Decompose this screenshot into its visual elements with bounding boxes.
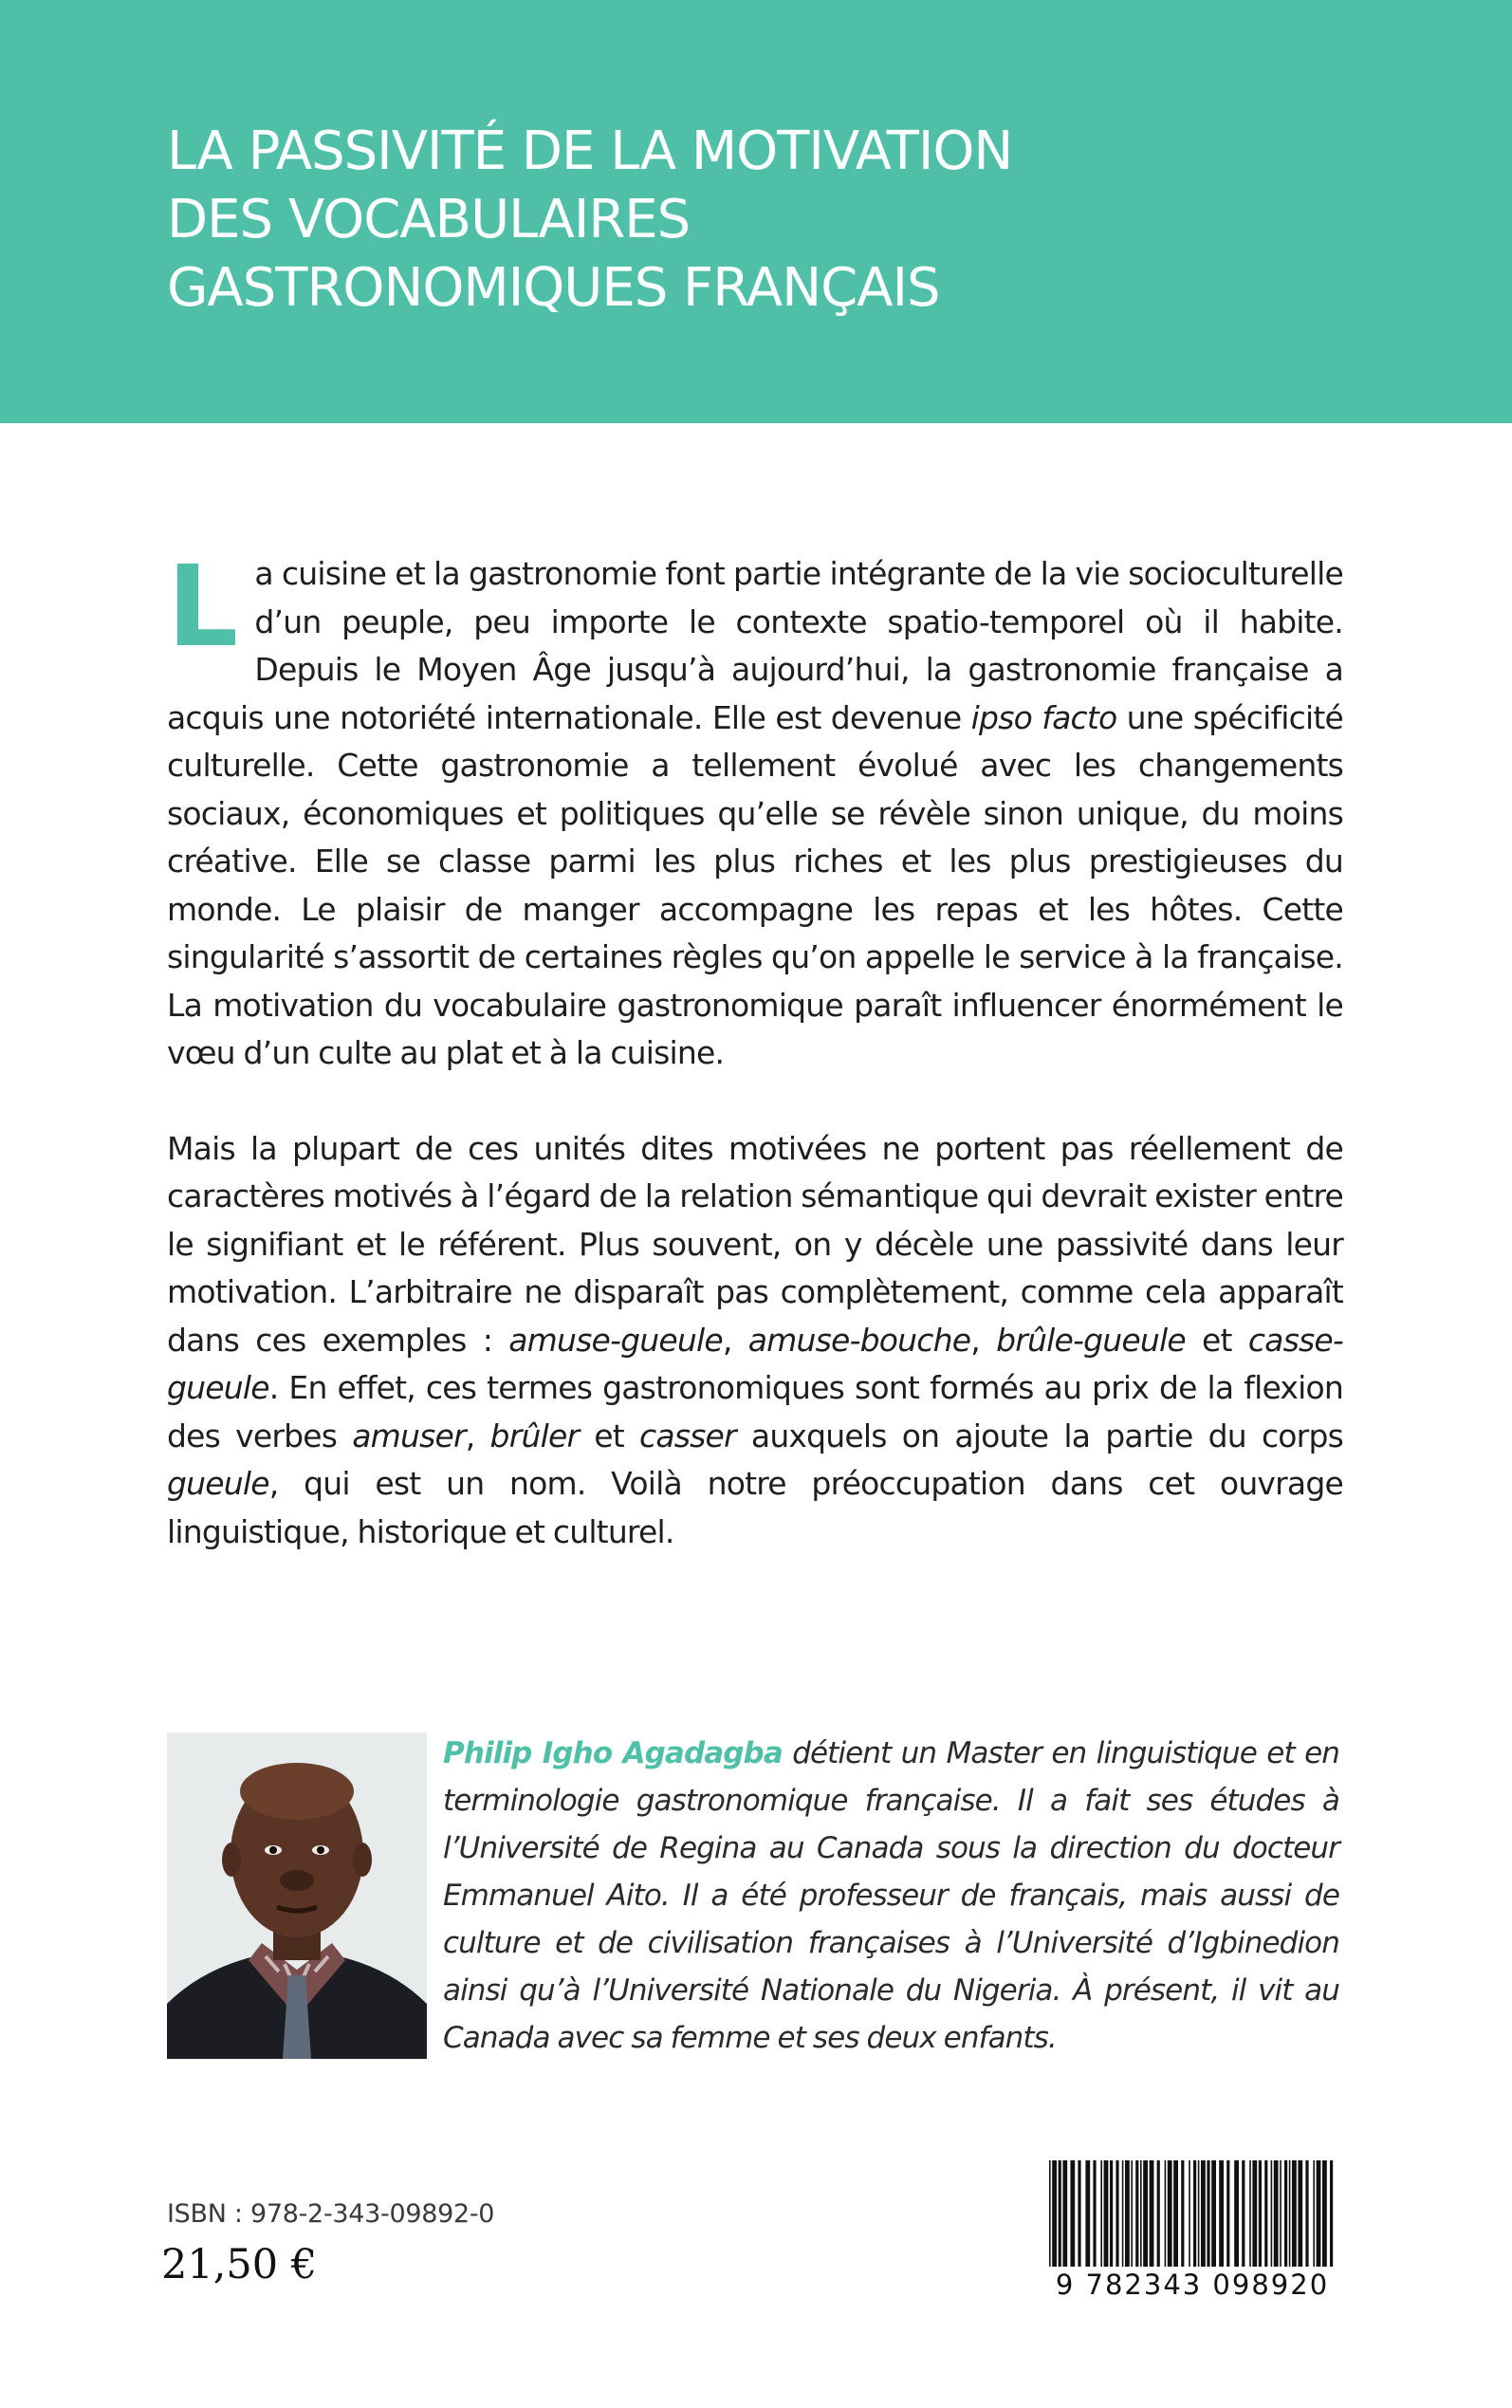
blurb-text: et [1185, 1321, 1248, 1359]
book-title-line: GASTRONOMIQUES FRANÇAIS [167, 257, 940, 319]
barcode-bar [1116, 2160, 1118, 2267]
barcode-bar [1078, 2160, 1080, 2267]
barcode [1045, 2160, 1339, 2317]
price: 21,50 € [161, 2241, 318, 2288]
blurb-text: . En effet, ces termes gastronomiques sont formés au prix de la flexion des verbes [167, 1369, 1343, 1454]
blurb-text: , qui est un nom. Voilà notre préoccupation dans cet ouvrage linguistique, historique et culturel. [167, 1465, 1343, 1550]
barcode-bar [1173, 2160, 1178, 2267]
book-blurb [167, 541, 1343, 1556]
barcode-bar [1049, 2160, 1051, 2267]
barcode-bar [1085, 2160, 1090, 2267]
author-photo [167, 1732, 427, 2059]
barcode-bar [1219, 2160, 1224, 2267]
barcode-bar [1249, 2160, 1251, 2267]
barcode-bar [1201, 2160, 1206, 2267]
blurb-text: auxquels on ajoute la partie du corps [735, 1417, 1343, 1454]
barcode-bar [1181, 2160, 1184, 2267]
isbn: ISBN : 978-2-343-09892-0 [167, 2199, 495, 2229]
barcode-bar [1104, 2160, 1109, 2267]
blurb-emphasis: brûle-gueule [996, 1321, 1186, 1359]
barcode-bar [1059, 2160, 1061, 2267]
barcode-bar [1322, 2160, 1327, 2267]
cover-header-band [0, 0, 1512, 423]
barcode-bar [1062, 2160, 1067, 2267]
blurb-text: et [579, 1417, 639, 1454]
barcode-bar [1242, 2160, 1245, 2267]
author-bio [443, 1730, 1339, 2062]
barcode-bar [1135, 2160, 1138, 2267]
barcode-bar [1317, 2160, 1321, 2267]
blurb-emphasis: amuse-bouche [747, 1321, 971, 1359]
barcode-bar [1313, 2160, 1315, 2267]
barcode-bar [1140, 2160, 1142, 2267]
blurb-emphasis: gueule [167, 1465, 269, 1502]
book-title-line: LA PASSIVITÉ DE LA MOTIVATION [167, 120, 1013, 182]
barcode-bar [1189, 2160, 1190, 2267]
barcode-bar [1070, 2160, 1075, 2267]
barcode-bar [1305, 2160, 1308, 2267]
blurb-emphasis: brûler [489, 1417, 580, 1454]
barcode-bar [1165, 2160, 1167, 2267]
blurb-emphasis: ipso facto [970, 698, 1117, 736]
blurb-text: a cuisine et la gastronomie font partie intégrante de la vie socioculturelle d’un peuple, peu importe le contexte spatio-temporel où il habite. Depuis le Moyen Âge jusqu’à aujourd’hui, la gastronomie française a acquis une notoriété internationale. Elle est devenue [167, 555, 1343, 736]
barcode-bar [1252, 2160, 1257, 2267]
book-title [167, 118, 1400, 323]
blurb-text: , [465, 1417, 490, 1454]
barcode-bar [1271, 2160, 1273, 2267]
drop-cap: L [167, 541, 238, 672]
barcode-bar [1274, 2160, 1279, 2267]
blurb-emphasis: casse-gueule [167, 1321, 1343, 1406]
author-name: Philip Igho Agadagba [443, 1736, 783, 1770]
barcode-bar [1110, 2160, 1113, 2267]
barcode-bar [1289, 2160, 1291, 2267]
blurb-text: Mais la plupart de ces unités dites motivées ne portent pas réellement de caractères motivés à l’égard de la relation sémantique qui devrait exister entre le signifiant et le référent. Plus souvent, on y décèle une passivité dans leur motivation. L’arbitraire ne disparaît pas complètement, comme cela apparaît dans ces exemples : [167, 1129, 1343, 1359]
barcode-bar [1143, 2160, 1148, 2267]
blurb-emphasis: amuser [352, 1417, 466, 1454]
barcode-bar [1052, 2160, 1057, 2267]
blurb-emphasis: amuse-gueule [508, 1321, 723, 1359]
barcode-bar [1211, 2160, 1216, 2267]
blurb-paragraph-1 [167, 541, 1343, 1078]
barcode-bar [1125, 2160, 1130, 2267]
barcode-bar [1292, 2160, 1297, 2267]
barcode-bar [1198, 2160, 1200, 2267]
barcode-bar [1150, 2160, 1154, 2267]
barcode-bar [1330, 2160, 1333, 2267]
barcode-bar [1280, 2160, 1282, 2267]
barcode-bar [1157, 2160, 1160, 2267]
barcode-bar [1122, 2160, 1124, 2267]
barcode-bar [1298, 2160, 1302, 2267]
barcode-bar [1207, 2160, 1209, 2267]
barcode-bars [1045, 2160, 1339, 2267]
blurb-text: une spécificité culturelle. Cette gastronomie a tellement évolué avec les changements sociaux, économiques et politiques qu’elle se révèle sinon unique, du moins créative. Elle se classe parmi les plus riches et les plus prestigieuses du monde. Le plaisir de manger accompagne les repas et les hôtes. Cette singularité s’assortit de certaines règles qu’on appelle le service à la française. La motivation du vocabulaire gastronomique paraît influencer énormément le vœu d’un culte au plat et à la cuisine. [167, 698, 1343, 1071]
barcode-bar [1234, 2160, 1239, 2267]
barcode-bar [1131, 2160, 1133, 2267]
barcode-bar [1093, 2160, 1096, 2267]
blurb-paragraph-2 [167, 1125, 1343, 1557]
barcode-bar [1168, 2160, 1172, 2267]
barcode-bar [1100, 2160, 1102, 2267]
barcode-bar [1226, 2160, 1229, 2267]
blurb-text: , [970, 1321, 997, 1359]
barcode-digits: 9 782343 098920 [1055, 2269, 1330, 2301]
blurb-emphasis: casser [639, 1417, 736, 1454]
barcode-bar [1193, 2160, 1196, 2267]
barcode-bar [1264, 2160, 1267, 2267]
author-bio-text: détient un Master en linguistique et en terminologie gastronomique française. Il a fait ses études à l’Université de Regina au Canada sous la direction du docteur Emmanuel Aito. Il a été professeur de français, mais aussi de culture et de civilisation françaises à l’Université d’Igbinedion ainsi qu’à l’Université Nationale du Nigeria. À présent, il vit au Canada avec sa femme et ses deux enfants. [443, 1736, 1340, 2055]
barcode-bar [1284, 2160, 1287, 2267]
book-title-line: DES VOCABULAIRES [167, 189, 691, 250]
blurb-text: , [722, 1321, 748, 1359]
barcode-bar [1259, 2160, 1262, 2267]
